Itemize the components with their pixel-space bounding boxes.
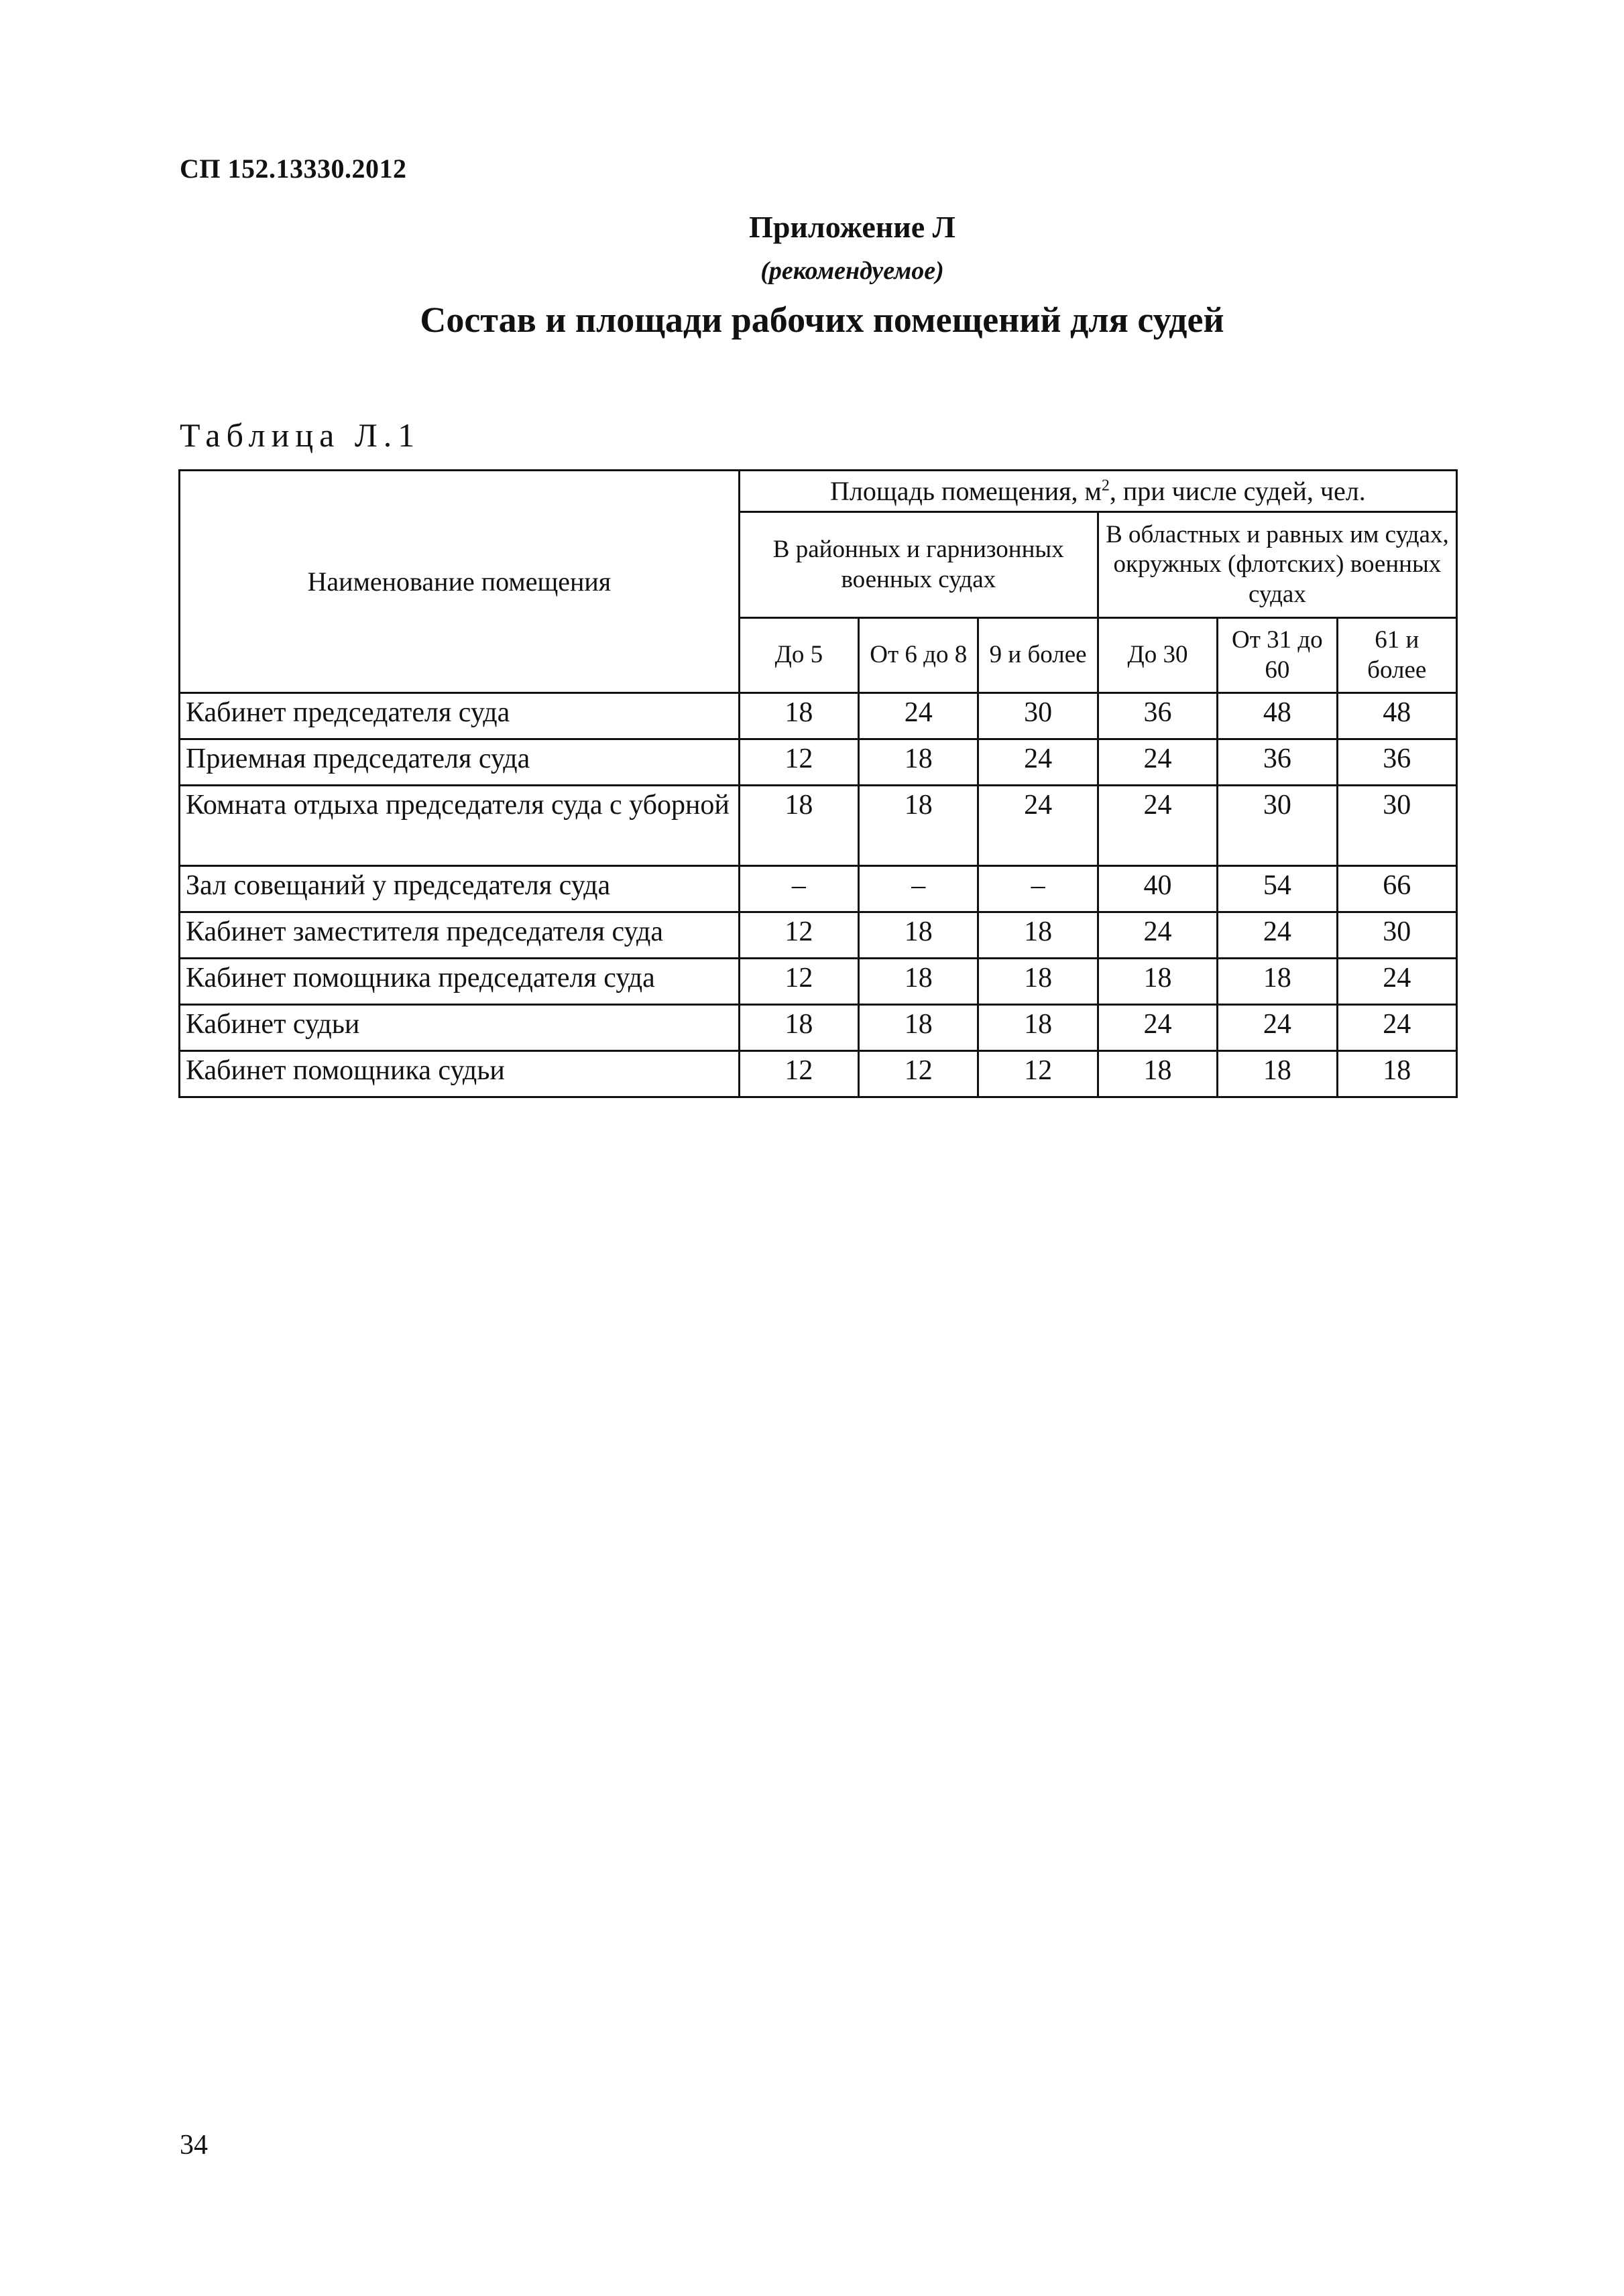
- area-value-cell: 24: [1098, 786, 1217, 866]
- table-row: [180, 739, 1457, 786]
- document-code: СП 152.13330.2012: [180, 154, 407, 184]
- area-value-cell: 18: [1218, 1051, 1337, 1097]
- room-name-cell: Кабинет председателя суда: [180, 693, 740, 739]
- area-value-cell: 12: [739, 959, 858, 1005]
- area-value-cell: 18: [739, 786, 858, 866]
- area-value-cell: 18: [739, 693, 858, 739]
- area-value-cell: 18: [978, 912, 1098, 959]
- table-row: [180, 912, 1457, 959]
- area-value-cell: 18: [978, 959, 1098, 1005]
- area-value-cell: 12: [978, 1051, 1098, 1097]
- area-value-cell: 18: [859, 912, 978, 959]
- room-name-cell: Кабинет судьи: [180, 1005, 740, 1051]
- area-value-cell: 24: [1098, 1005, 1217, 1051]
- sub-header: До 5: [739, 618, 858, 693]
- room-name-cell: Зал совещаний у председателя суда: [180, 866, 740, 912]
- area-value-cell: 48: [1218, 693, 1337, 739]
- area-value-cell: 24: [978, 786, 1098, 866]
- area-value-cell: 30: [1337, 912, 1457, 959]
- room-name-cell: Кабинет помощника судьи: [180, 1051, 740, 1097]
- table-row: [180, 693, 1457, 739]
- area-value-cell: 24: [1218, 1005, 1337, 1051]
- area-value-cell: 48: [1337, 693, 1457, 739]
- area-value-cell: 12: [859, 1051, 978, 1097]
- area-value-cell: 18: [1098, 1051, 1217, 1097]
- table-row: [180, 1051, 1457, 1097]
- area-value-cell: 12: [739, 912, 858, 959]
- area-value-cell: 24: [1098, 739, 1217, 786]
- area-value-cell: 30: [1337, 786, 1457, 866]
- area-value-cell: 36: [1098, 693, 1217, 739]
- table-row: [180, 959, 1457, 1005]
- area-value-cell: –: [739, 866, 858, 912]
- area-value-cell: 24: [859, 693, 978, 739]
- area-table: [178, 469, 1458, 1098]
- area-value-cell: 36: [1337, 739, 1457, 786]
- sub-header: От 6 до 8: [859, 618, 978, 693]
- appendix-status: (рекомендуемое): [760, 257, 944, 285]
- sub-header: 61 и более: [1337, 618, 1457, 693]
- area-value-cell: 12: [739, 739, 858, 786]
- area-value-cell: 12: [739, 1051, 858, 1097]
- table-caption: Таблица Л.1: [180, 416, 421, 454]
- area-value-cell: 66: [1337, 866, 1457, 912]
- regional-courts-header: В областных и равных им судах, окружных (флотских) военных судах: [1098, 512, 1456, 618]
- area-value-cell: 18: [859, 739, 978, 786]
- sub-header: 9 и более: [978, 618, 1098, 693]
- area-header: Площадь помещения, $м^2$, при числе судей, чел.: [739, 471, 1456, 512]
- area-value-cell: 24: [1218, 912, 1337, 959]
- area-value-cell: 30: [1218, 786, 1337, 866]
- area-value-cell: 54: [1218, 866, 1337, 912]
- area-value-cell: 18: [859, 959, 978, 1005]
- main-title: Состав и площади рабочих помещений для судей: [420, 300, 1224, 340]
- area-value-cell: –: [859, 866, 978, 912]
- area-value-cell: 24: [1098, 912, 1217, 959]
- room-name-cell: Кабинет помощника председателя суда: [180, 959, 740, 1005]
- area-value-cell: 18: [739, 1005, 858, 1051]
- room-name-cell: Комната отдыха председателя суда с уборной: [180, 786, 740, 866]
- area-value-cell: 18: [859, 1005, 978, 1051]
- sub-header: От 31 до 60: [1218, 618, 1337, 693]
- area-value-cell: 18: [1337, 1051, 1457, 1097]
- area-value-cell: –: [978, 866, 1098, 912]
- area-value-cell: 18: [1218, 959, 1337, 1005]
- area-value-cell: 24: [1337, 959, 1457, 1005]
- table-row: [180, 786, 1457, 866]
- area-value-cell: 24: [978, 739, 1098, 786]
- table-row: [180, 866, 1457, 912]
- area-value-cell: 18: [978, 1005, 1098, 1051]
- district-courts-header: В районных и гарнизонных военных судах: [739, 512, 1098, 618]
- room-name-cell: Кабинет заместителя председателя суда: [180, 912, 740, 959]
- area-value-cell: 24: [1337, 1005, 1457, 1051]
- appendix-title: Приложение Л: [749, 210, 955, 244]
- table-row: [180, 1005, 1457, 1051]
- area-value-cell: 36: [1218, 739, 1337, 786]
- page-number: 34: [180, 2130, 208, 2161]
- area-value-cell: 18: [859, 786, 978, 866]
- room-name-header: Наименование помещения: [180, 471, 740, 693]
- area-value-cell: 40: [1098, 866, 1217, 912]
- area-value-cell: 18: [1098, 959, 1217, 1005]
- sub-header: До 30: [1098, 618, 1217, 693]
- area-value-cell: 30: [978, 693, 1098, 739]
- room-name-cell: Приемная председателя суда: [180, 739, 740, 786]
